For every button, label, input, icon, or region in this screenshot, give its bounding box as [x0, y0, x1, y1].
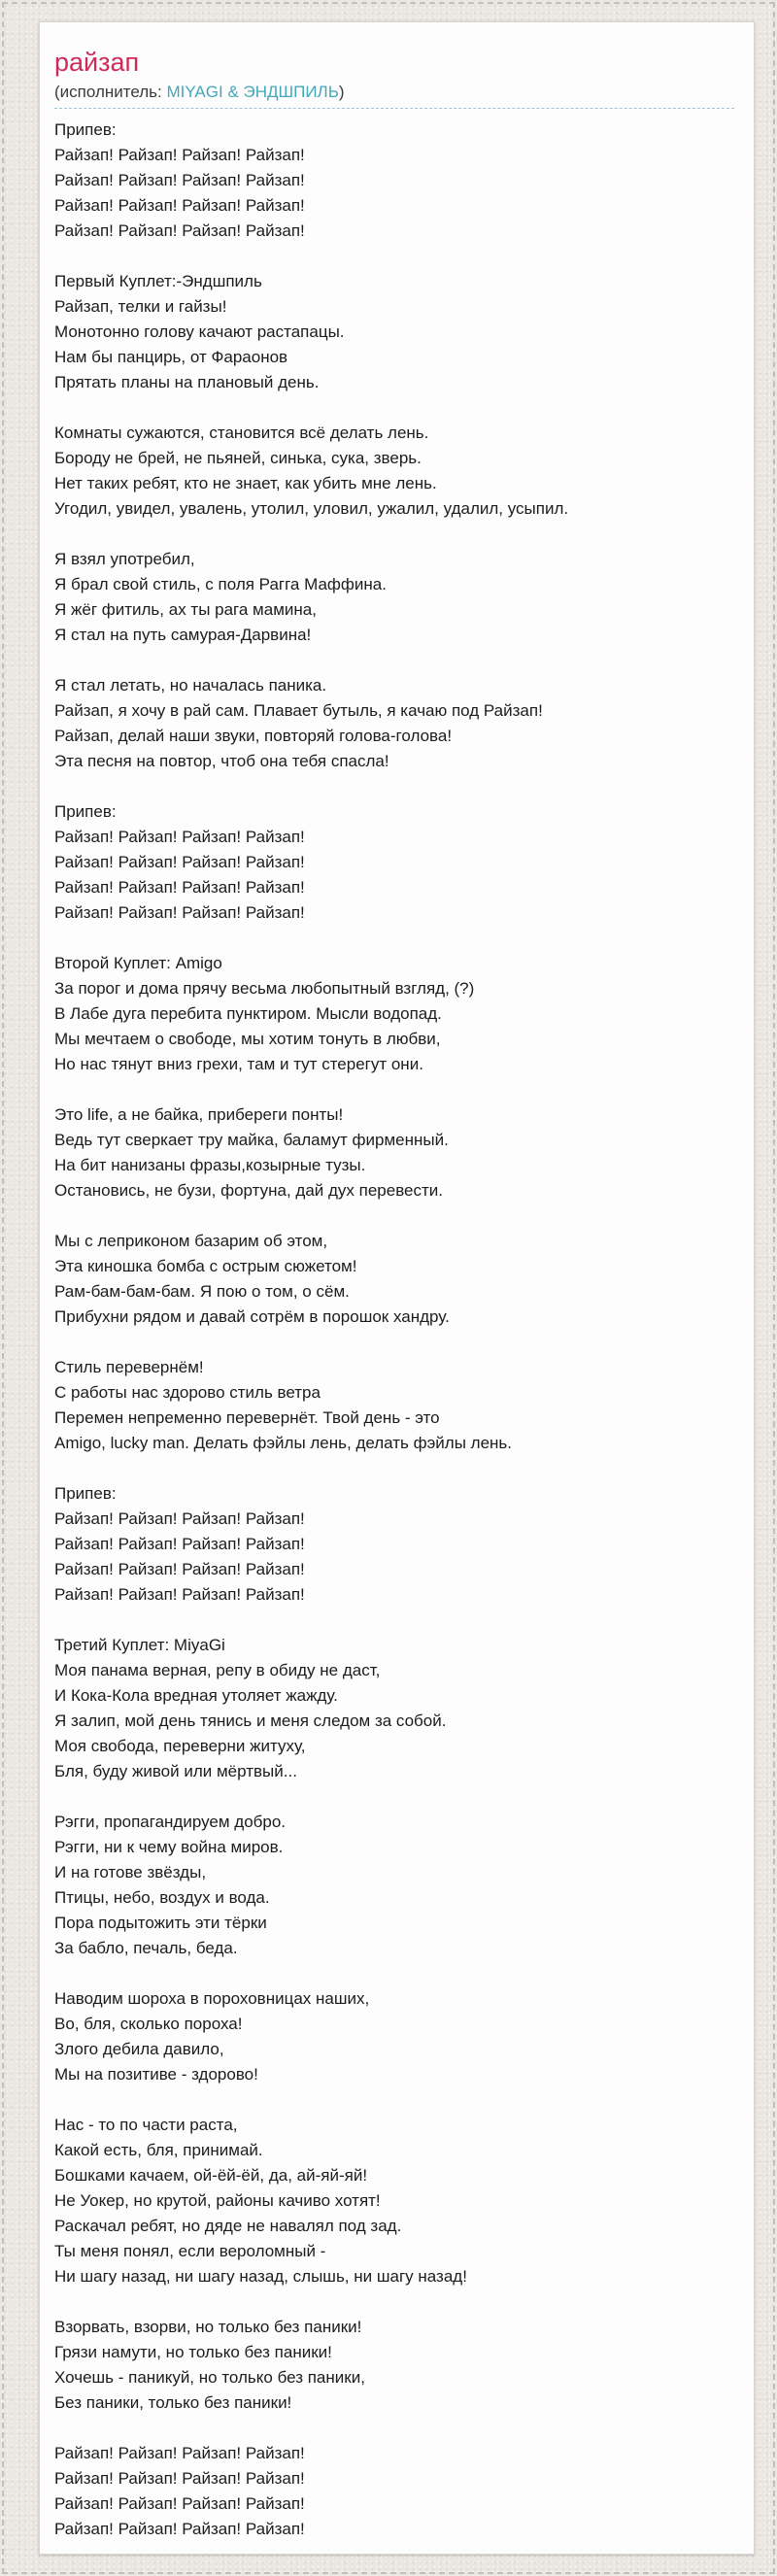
lyrics-block	[54, 1102, 734, 1203]
lyrics-text	[54, 109, 734, 2542]
lyric-line: Мы с леприконом базарим об этом,	[54, 1232, 328, 1250]
lyric-line: Райзап! Райзап! Райзап! Райзап!	[54, 1535, 305, 1553]
lyric-line: Райзап, делай наши звуки, повторяй голова-голова!	[54, 727, 453, 745]
lyrics-block	[54, 1986, 734, 2087]
lyric-line: Моя свобода, переверни житуху,	[54, 1737, 306, 1755]
lyric-line: Я стал на путь самурая-Дарвина!	[54, 626, 312, 644]
lyric-line: На бит нанизаны фразы,козырные тузы.	[54, 1156, 366, 1174]
lyric-line: Я брал свой стиль, с поля Рагга Маффина.	[54, 575, 387, 593]
lyric-line: Пора подытожить эти тёрки	[54, 1914, 267, 1932]
lyrics-block	[54, 421, 734, 522]
lyric-line: Комнаты сужаются, становится всё делать лень.	[54, 424, 429, 442]
lyrics-block	[54, 673, 734, 774]
lyric-line: Райзап! Райзап! Райзап! Райзап!	[54, 171, 305, 189]
lyric-line: Бля, буду живой или мёртвый...	[54, 1762, 297, 1780]
lyric-line: Какой есть, бля, принимай.	[54, 2141, 263, 2159]
lyric-line: Райзап! Райзап! Райзап! Райзап!	[54, 1509, 305, 1528]
lyric-line: Птицы, небо, воздух и вода.	[54, 1888, 270, 1907]
lyric-line: Бороду не брей, не пьяней, синька, сука, зверь.	[54, 449, 422, 467]
lyric-line: Третий Куплет: MiyaGi	[54, 1636, 225, 1654]
lyric-line: Райзап! Райзап! Райзап! Райзап!	[54, 221, 305, 240]
lyric-line: Ты меня понял, если вероломный -	[54, 2242, 326, 2260]
lyric-line: Мы на позитиве - здорово!	[54, 2065, 258, 2084]
lyric-line: Раскачал ребят, но дяде не навалял под зад.	[54, 2217, 402, 2235]
lyric-line: Райзап, телки и гайзы!	[54, 297, 227, 316]
lyric-line: Остановись, не бузи, фортуна, дай дух перевести.	[54, 1181, 444, 1200]
lyric-line: Не Уокер, но крутой, районы качиво хотят!	[54, 2191, 381, 2210]
lyric-line: Первый Куплет:-Эндшпиль	[54, 272, 262, 290]
lyric-line: Прибухни рядом и давай сотрём в порошок хандру.	[54, 1307, 450, 1326]
lyric-line: Рам-бам-бам-бам. Я пою о том, о сём.	[54, 1282, 350, 1301]
lyric-line: Я залип, мой день тянись и меня следом за собой.	[54, 1712, 447, 1730]
lyric-line: Нас - то по части раста,	[54, 2116, 238, 2134]
lyric-line: Я жёг фитиль, ах ты рага мамина,	[54, 600, 317, 619]
lyric-line: И на готове звёзды,	[54, 1863, 207, 1881]
lyric-line: Райзап! Райзап! Райзап! Райзап!	[54, 1560, 305, 1578]
lyric-line: Райзап! Райзап! Райзап! Райзап!	[54, 903, 305, 922]
lyric-line: За порог и дома прячу весьма любопытный взгляд, (?)	[54, 979, 475, 998]
lyric-line: Злого дебила давило,	[54, 2040, 224, 2058]
lyric-line: Взорвать, взорви, но только без паники!	[54, 2318, 362, 2336]
lyric-line: Без паники, только без паники!	[54, 2393, 292, 2412]
lyric-line: Эта песня на повтор, чтоб она тебя спасла!	[54, 752, 389, 770]
lyric-line: Райзап! Райзап! Райзап! Райзап!	[54, 2469, 305, 2488]
lyrics-block	[54, 1633, 734, 1784]
lyric-line: Монотонно голову качают растапацы.	[54, 322, 345, 341]
lyric-line: Бошками качаем, ой-ёй-ёй, да, ай-яй-яй!	[54, 2166, 368, 2185]
lyric-line: Ведь тут сверкает тру майка, баламут фирменный.	[54, 1131, 449, 1149]
lyrics-block	[54, 799, 734, 926]
lyrics-block	[54, 1355, 734, 1456]
lyrics-block	[54, 1229, 734, 1330]
lyric-line: В Лабе дуга перебита пунктиром. Мысли водопад.	[54, 1004, 442, 1023]
lyric-line: Рэгги, пропагандируем добро.	[54, 1813, 287, 1831]
artist-line	[54, 79, 734, 109]
artist-separator: &	[222, 83, 244, 101]
lyric-line: Райзап, я хочу в рай сам. Плавает бутыль, я качаю под Райзап!	[54, 701, 543, 720]
lyrics-block	[54, 269, 734, 395]
lyrics-block	[54, 1481, 734, 1608]
lyric-line: Райзап! Райзап! Райзап! Райзап!	[54, 146, 305, 164]
artist-suffix: )	[338, 83, 345, 101]
song-header	[54, 46, 734, 109]
lyric-line: Райзап! Райзап! Райзап! Райзап!	[54, 2444, 305, 2462]
lyric-line: Припев:	[54, 120, 117, 139]
lyrics-block	[54, 2113, 734, 2289]
lyric-line: Райзап! Райзап! Райзап! Райзап!	[54, 878, 305, 897]
lyric-line: Ни шагу назад, ни шагу назад, слышь, ни шагу назад!	[54, 2267, 467, 2286]
artist-link-miyagi[interactable]: MIYAGI	[166, 83, 223, 101]
lyrics-block	[54, 1810, 734, 1961]
lyric-line: Райзап! Райзап! Райзап! Райзап!	[54, 196, 305, 215]
lyrics-block	[54, 118, 734, 244]
lyric-line: Во, бля, сколько пороха!	[54, 2015, 243, 2033]
lyric-line: Моя панама верная, репу в обиду не даст,	[54, 1661, 381, 1679]
lyric-line: Но нас тянут вниз грехи, там и тут стерегут они.	[54, 1055, 423, 1073]
lyric-line: Рэгги, ни к чему война миров.	[54, 1838, 284, 1856]
lyric-line: Нет таких ребят, кто не знает, как убить мне лень.	[54, 474, 437, 492]
artist-label: (исполнитель:	[54, 83, 167, 101]
lyrics-card	[39, 21, 755, 2555]
lyric-line: Эта киношка бомба с острым сюжетом!	[54, 1257, 357, 1275]
lyric-line: Я стал летать, но началась паника.	[54, 676, 327, 695]
lyric-line: Нам бы панцирь, от Фараонов	[54, 348, 288, 366]
lyric-line: Райзап! Райзап! Райзап! Райзап!	[54, 853, 305, 871]
lyric-line: Стиль перевернём!	[54, 1358, 204, 1376]
lyrics-block	[54, 2315, 734, 2416]
lyric-line: Мы мечтаем о свободе, мы хотим тонуть в любви,	[54, 1030, 441, 1048]
lyric-line: Прятать планы на плановый день.	[54, 373, 320, 391]
lyric-line: Второй Куплет: Amigo	[54, 954, 222, 972]
lyrics-block	[54, 951, 734, 1077]
lyric-line: Райзап! Райзап! Райзап! Райзап!	[54, 828, 305, 846]
lyric-line: Наводим шороха в пороховницах наших,	[54, 1989, 370, 2008]
lyric-line: Перемен непременно перевернёт. Твой день - это	[54, 1408, 440, 1427]
lyric-line: Я взял употребил,	[54, 550, 195, 568]
lyric-line: С работы нас здорово стиль ветра	[54, 1383, 321, 1402]
lyric-line: И Кока-Кола вредная утоляет жажду.	[54, 1686, 338, 1705]
lyric-line: Припев:	[54, 802, 117, 821]
song-title: райзап	[54, 48, 140, 77]
artist-link-endshpil[interactable]: ЭНДШПИЛЬ	[243, 83, 339, 101]
lyric-line: Хочешь - паникуй, но только без паники,	[54, 2368, 365, 2387]
lyric-line: За бабло, печаль, беда.	[54, 1939, 238, 1957]
lyric-line: Припев:	[54, 1484, 117, 1503]
lyric-line: Amigo, lucky man. Делать фэйлы лень, делать фэйлы лень.	[54, 1434, 512, 1452]
lyric-line: Угодил, увидел, увалень, утолил, уловил, ужалил, удалил, усыпил.	[54, 499, 569, 518]
lyric-line: Это life, а не байка, прибереги понты!	[54, 1105, 344, 1124]
lyric-line: Грязи намути, но только без паники!	[54, 2343, 332, 2361]
lyrics-block	[54, 2441, 734, 2542]
lyric-line: Райзап! Райзап! Райзап! Райзап!	[54, 1585, 305, 1604]
lyrics-block	[54, 547, 734, 648]
lyric-line: Райзап! Райзап! Райзап! Райзап!	[54, 2494, 305, 2513]
lyric-line: Райзап! Райзап! Райзап! Райзап!	[54, 2520, 305, 2538]
